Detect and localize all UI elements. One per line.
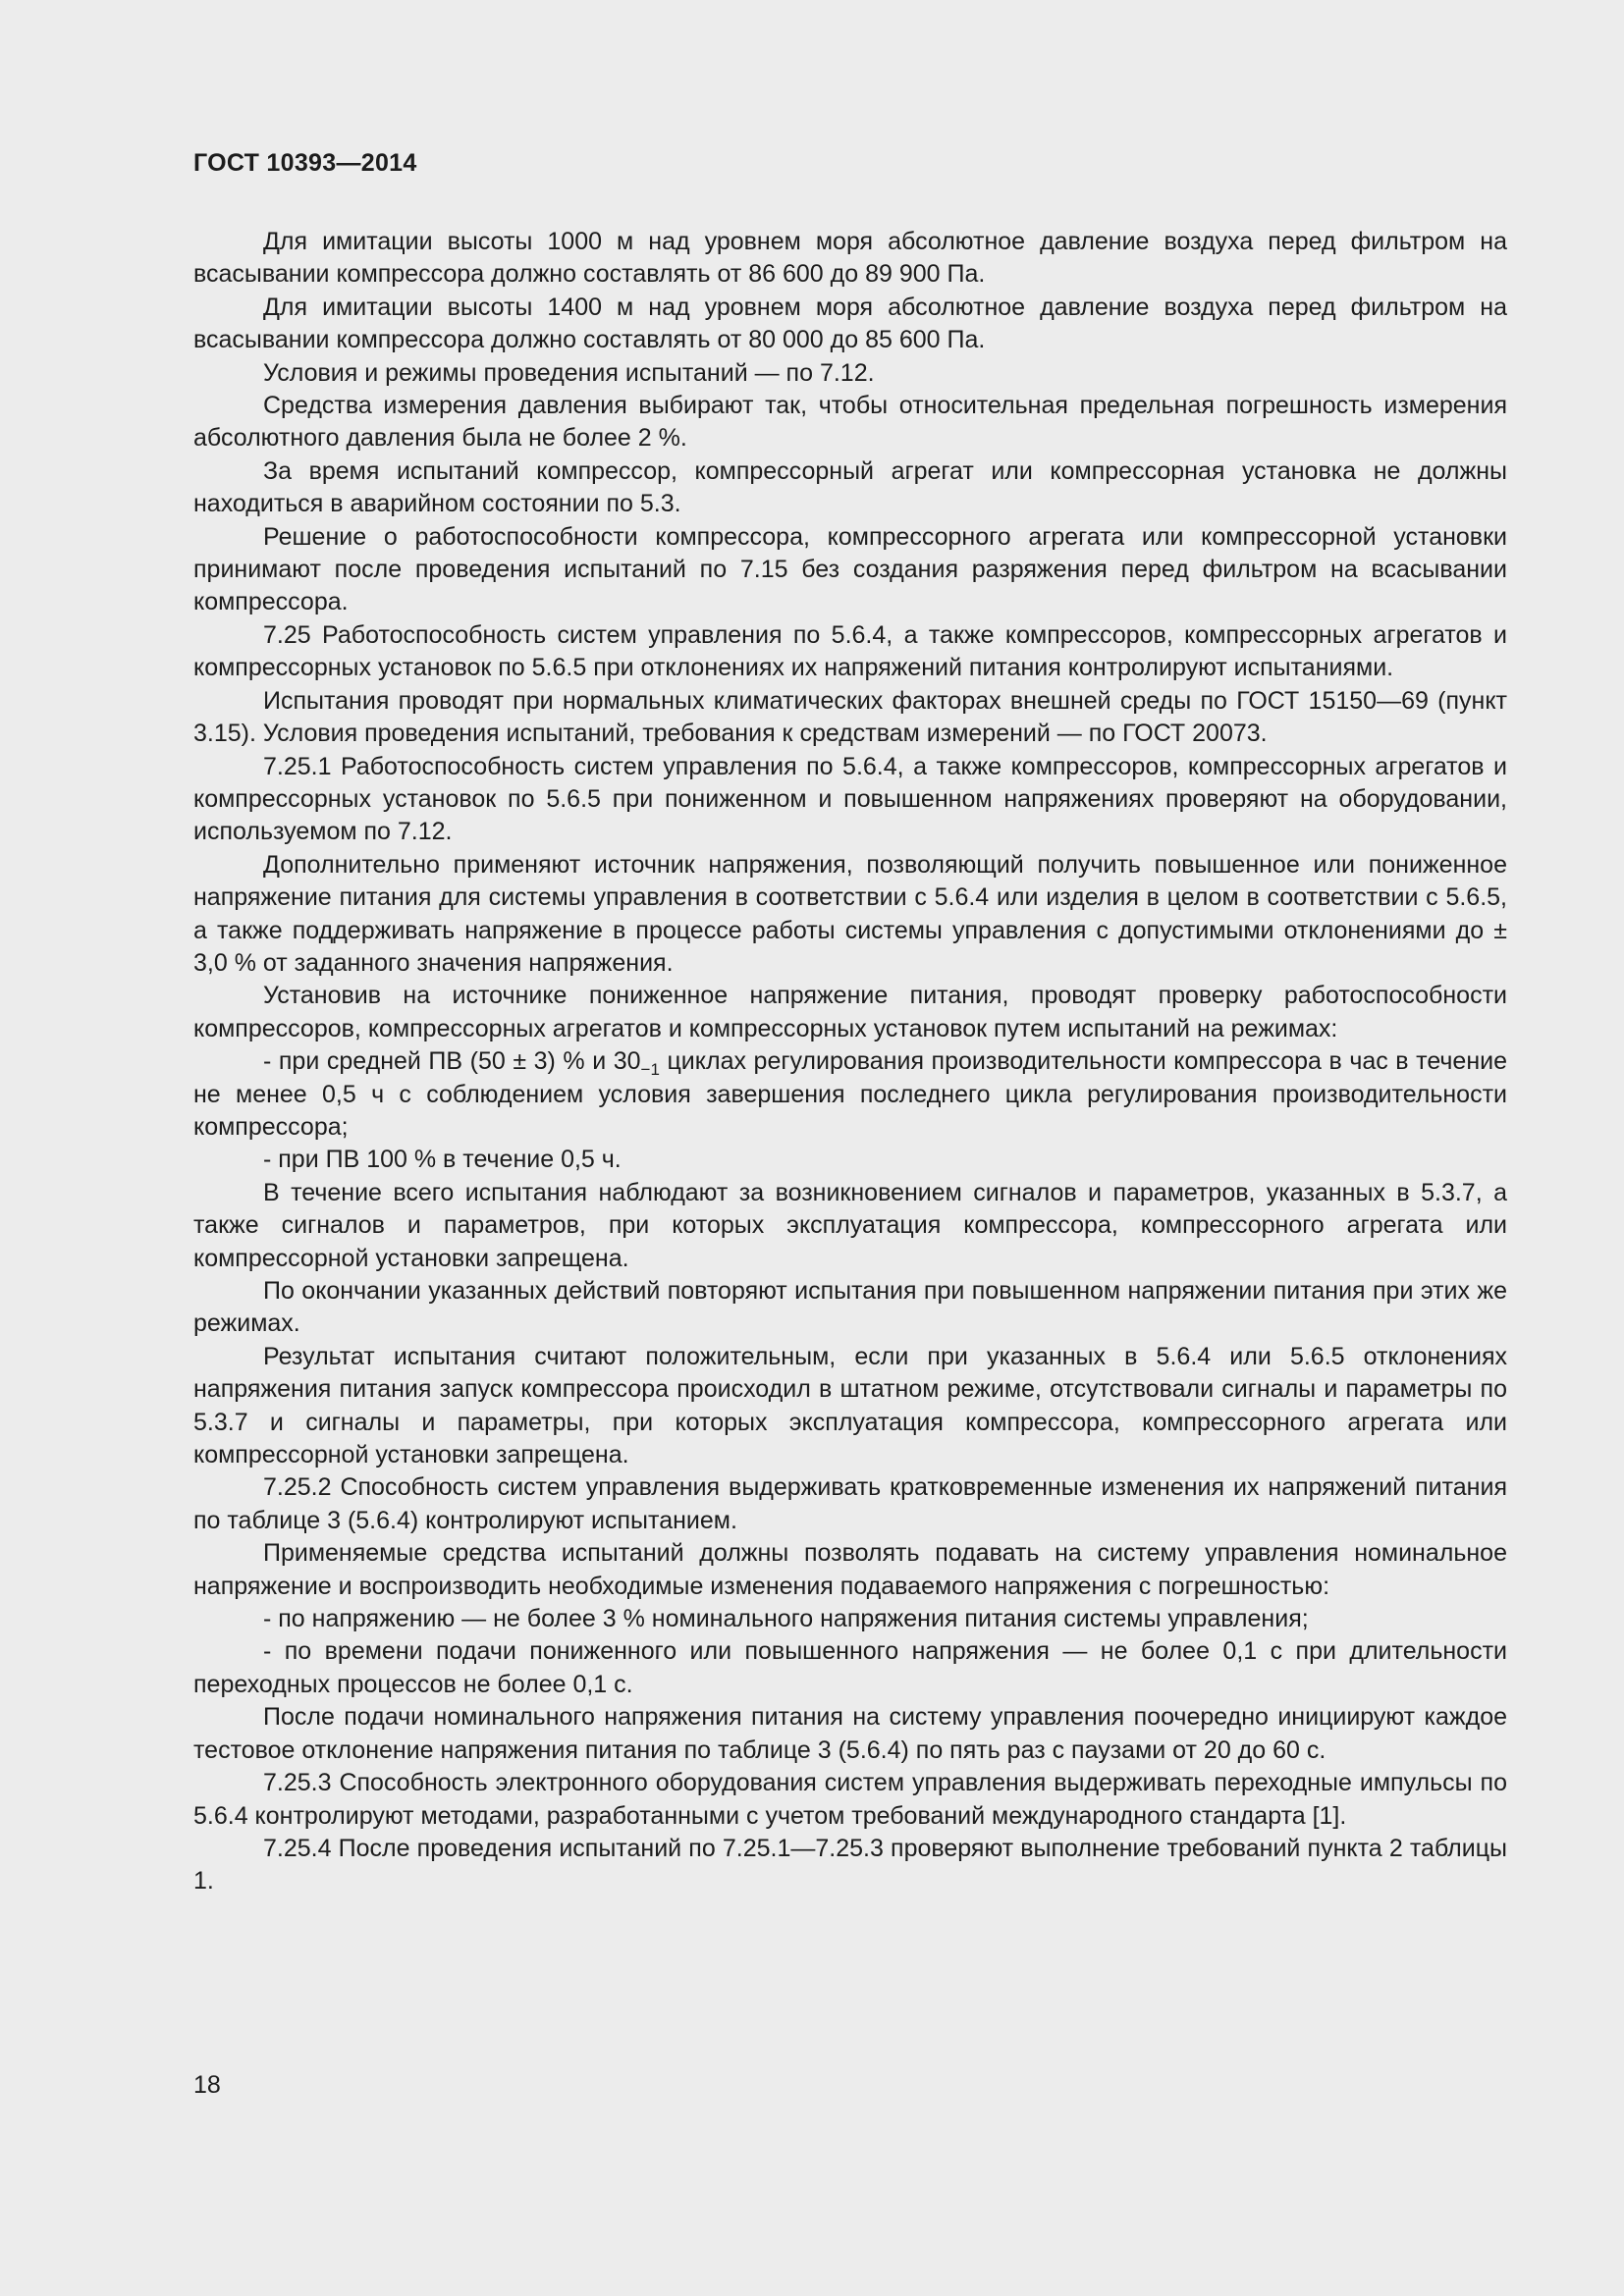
paragraph: 7.25.2 Способность систем управления выдерживать кратковременные изменения их напряжений питания по таблице 3 (5.6.4) контролируют испытанием. [193, 1473, 1507, 1534]
paragraph: 7.25.4 После проведения испытаний по 7.25.1—7.25.3 проверяют выполнение требований пункта 2 таблицы 1. [193, 1834, 1507, 1896]
paragraph: Решение о работоспособности компрессора, компрессорного агрегата или компрессорной установки принимают после проведения испытаний по 7.15 без создания разряжения перед фильтром на всасывании компрессора. [193, 522, 1507, 616]
paragraph: Результат испытания считают положительным, если при указанных в 5.6.4 или 5.6.5 отклонениях напряжения питания запуск компрессора происходил в штатном режиме, отсутствовали сигналы и параметры по 5.3.7 и сигналы и параметры, при которых эксплуатация компрессора, компрессорного агрегата или компрессорной установки запрещена. [193, 1342, 1507, 1469]
list-item: - по времени подачи пониженного или повышенного напряжения — не более 0,1 с при длительности переходных процессов не более 0,1 с. [193, 1637, 1507, 1698]
list-item: - при ПВ 100 % в течение 0,5 ч. [263, 1146, 622, 1174]
list-item: - по напряжению — не более 3 % номинального напряжения питания системы управления; [263, 1605, 1309, 1633]
paragraph: 7.25 Работоспособность систем управления по 5.6.4, а также компрессоров, компрессорных агрегатов и компрессорных установок по 5.6.5 при отклонениях их напряжений питания контролируют испытаниями. [193, 620, 1507, 682]
subscript: −1 [640, 1060, 660, 1080]
list-item-text: циклах регулирования производительности компрессора в час в течение не менее 0,5 ч с соблюдением условия завершения последнего цикла регулирования производительности компрессора; [193, 1047, 1507, 1141]
paragraph: За время испытаний компрессор, компрессорный агрегат или компрессорная установка не должны находиться в аварийном состоянии по 5.3. [193, 456, 1507, 518]
document-header: ГОСТ 10393—2014 [193, 149, 417, 177]
paragraph: Условия и режимы проведения испытаний — по 7.12. [263, 358, 875, 387]
paragraph: Для имитации высоты 1400 м над уровнем моря абсолютное давление воздуха перед фильтром на всасывании компрессора должно составлять от 80 000 до 85 600 Па. [193, 293, 1507, 354]
paragraph: Средства измерения давления выбирают так, чтобы относительная предельная погрешность измерения абсолютного давления была не более 2 %. [193, 392, 1507, 453]
paragraph: По окончании указанных действий повторяют испытания при повышенном напряжении питания при этих же режимах. [193, 1277, 1507, 1338]
list-item [193, 1045, 1507, 1144]
paragraph: Для имитации высоты 1000 м над уровнем моря абсолютное давление воздуха перед фильтром на всасывании компрессора должно составлять от 86 600 до 89 900 Па. [193, 228, 1507, 289]
document-body [193, 226, 1507, 1898]
paragraph: 7.25.1 Работоспособность систем управления по 5.6.4, а также компрессоров, компрессорных агрегатов и компрессорных установок по 5.6.5 при пониженном и повышенном напряжениях проверяют на оборудовании, используемом по 7.12. [193, 752, 1507, 846]
paragraph: Применяемые средства испытаний должны позволять подавать на систему управления номинальное напряжение и воспроизводить необходимые изменения подаваемого напряжения с погрешностью: [193, 1539, 1507, 1600]
paragraph: Установив на источнике пониженное напряжение питания, проводят проверку работоспособности компрессоров, компрессорных агрегатов и компрессорных установок путем испытаний на режимах: [193, 982, 1507, 1042]
paragraph: После подачи номинального напряжения питания на систему управления поочередно инициируют каждое тестовое отклонение напряжения питания по таблице 3 (5.6.4) по пять раз с паузами от 20 до 60 с. [193, 1703, 1507, 1764]
paragraph: Испытания проводят при нормальных климатических факторах внешней среды по ГОСТ 15150—69 (пункт 3.15). Условия проведения испытаний, требования к средствам измерений — по ГОСТ 20073. [193, 686, 1507, 748]
list-item-text: - при средней ПВ (50 ± 3) % и 30 [263, 1047, 641, 1076]
paragraph: Дополнительно применяют источник напряжения, позволяющий получить повышенное или пониженное напряжение питания для системы управления в соответствии с 5.6.4 или изделия в целом в соответствии с 5.6.5, а также поддерживать напряжение в процессе работы системы управления с допустимыми отклонениями до ± 3,0 % от заданного значения напряжения. [193, 850, 1507, 977]
paragraph: В течение всего испытания наблюдают за возникновением сигналов и параметров, указанных в 5.3.7, а также сигналов и параметров, при которых эксплуатация компрессора, компрессорного агрегата или компрессорной установки запрещена. [193, 1178, 1507, 1272]
page-number: 18 [193, 2071, 221, 2099]
paragraph: 7.25.3 Способность электронного оборудования систем управления выдерживать переходные импульсы по 5.6.4 контролируют методами, разработанными с учетом требований международного стандарта [1]. [193, 1769, 1507, 1830]
